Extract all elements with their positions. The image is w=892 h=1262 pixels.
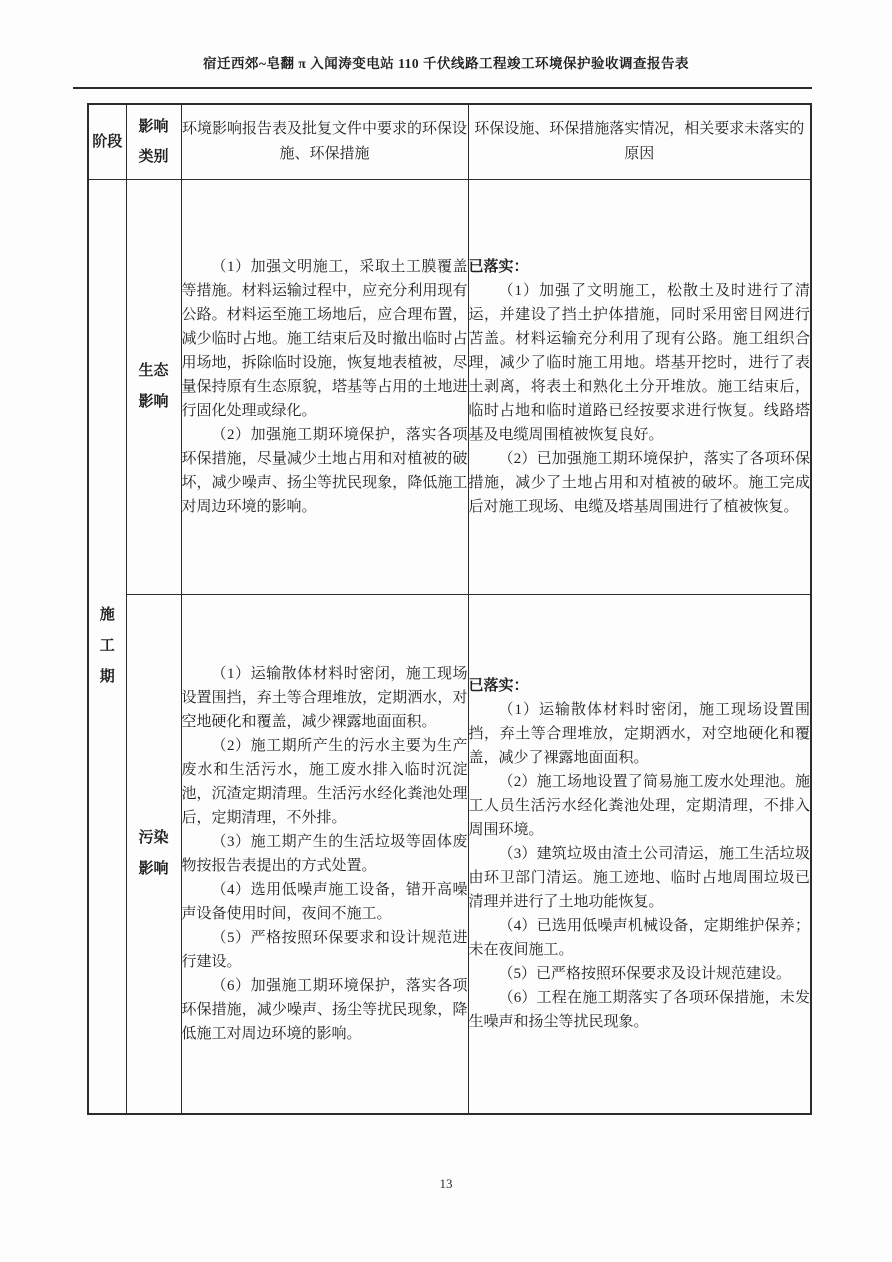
- implementation-cell-ecological: [468, 179, 811, 594]
- required-paragraph: （4）选用低噪声施工设备，错开高噪声设备使用时间，夜间不施工。: [181, 881, 468, 922]
- implemented-paragraph: （1）运输散体材料时密闭，施工现场设置围挡，弃土等合理堆放，定期洒水，对空地硬化和覆盖，减少了裸露地面面积。: [468, 701, 810, 766]
- col-header-required-measures: 环境影响报告表及批复文件中要求的环保设施、环保措施: [181, 104, 468, 179]
- document-title: 宿迁西郊~皂翻 π 入闻涛变电站 110 千伏线路工程竣工环境保护验收调查报告表: [203, 56, 689, 71]
- implemented-paragraph: （2）施工场地设置了简易施工废水处理池。施工人员生活污水经化粪池处理，定期清理，不排入周围环境。: [468, 773, 810, 838]
- stage-label: 施工期: [99, 606, 115, 685]
- implemented-paragraph: （5）已严格按照环保要求及设计规范建设。: [498, 965, 792, 982]
- required-paragraph: （5）严格按照环保要求和设计规范进行建设。: [181, 929, 468, 970]
- col-header-stage-label: 阶段: [92, 133, 123, 150]
- category-cell-ecological: [126, 179, 181, 594]
- required-paragraph: （3）施工期产生的生活垃圾等固体废物按报告表提出的方式处置。: [181, 833, 468, 874]
- required-measures-cell-pollution: [181, 594, 468, 1114]
- page-number: 13: [439, 1176, 453, 1191]
- col-header-category: [126, 104, 181, 179]
- implemented-paragraph: （6）工程在施工期落实了各项环保措施，未发生噪声和扬尘等扰民现象。: [468, 989, 810, 1030]
- implemented-label: 已落实：: [468, 677, 529, 694]
- implementation-cell-pollution: [468, 594, 811, 1114]
- category-cell-pollution: [126, 594, 181, 1114]
- stage-cell-construction-period: [88, 179, 126, 1114]
- table-row-pollution-impact: [88, 594, 811, 1114]
- category-label-pollution: 污染影响: [138, 829, 169, 877]
- implemented-paragraph: （3）建筑垃圾由渣土公司清运，施工生活垃圾由环卫部门清运。施工迹地、临时占地周围垃圾已清理并进行了土地功能恢复。: [468, 845, 810, 910]
- col-header-category-label: 影响类别: [138, 118, 169, 165]
- col-header-stage: [88, 104, 126, 179]
- required-paragraph: （2）施工期所产生的污水主要为生产废水和生活污水，施工废水排入临时沉淀池，沉渣定期清理。生活污水经化粪池处理后，定期清理，不外排。: [181, 737, 468, 826]
- required-measures-cell-ecological: [181, 179, 468, 594]
- implemented-paragraph: （2）已加强施工期环境保护，落实了各项环保措施，减少了土地占用和对植被的破坏。施工完成后对施工现场、电缆及塔基周围进行了植被恢复。: [468, 450, 810, 515]
- required-paragraph: （1）加强文明施工，采取土工膜覆盖等措施。材料运输过程中，应充分利用现有公路。材料运至施工场地后，应合理布置，减少临时占地。施工结束后及时撤出临时占用场地，拆除临时设施，恢复地表植被，尽量保持原有生态原貌，塔基等占用的土地进行固化处理或绿化。: [181, 258, 468, 419]
- col-header-implementation-status: 环保设施、环保措施落实情况，相关要求未落实的原因: [468, 104, 811, 179]
- epa-acceptance-table: [87, 103, 812, 1115]
- required-paragraph: （1）运输散体材料时密闭，施工现场设置围挡，弃土等合理堆放，定期洒水，对空地硬化和覆盖，减少裸露地面面积。: [181, 665, 468, 730]
- implemented-paragraph: （4）已选用低噪声机械设备，定期维护保养；未在夜间施工。: [468, 917, 810, 958]
- table-row-ecological-impact: [88, 179, 811, 594]
- implemented-label: 已落实：: [468, 258, 529, 275]
- required-paragraph: （2）加强施工期环境保护，落实各项环保措施，尽量减少土地占用和对植被的破坏，减少噪声、扬尘等扰民现象，降低施工对周边环境的影响。: [181, 426, 468, 515]
- implemented-paragraph: （1）加强了文明施工，松散土及时进行了清运，并建设了挡土护体措施，同时采用密目网进行苫盖。材料运输充分利用了现有公路。施工组织合理，减少了临时施工用地。塔基开挖时，进行了表土剥离，将表土和熟化土分开堆放。施工结束后，临时占地和临时道路已经按要求进行恢复。线路塔基及电缆周围植被恢复良好。: [468, 282, 810, 443]
- category-label-ecological: 生态影响: [138, 362, 169, 410]
- required-paragraph: （6）加强施工期环境保护，落实各项环保措施，减少噪声、扬尘等扰民现象，降低施工对周边环境的影响。: [181, 977, 468, 1042]
- table-header-row: [88, 104, 811, 179]
- header-divider: [73, 87, 812, 89]
